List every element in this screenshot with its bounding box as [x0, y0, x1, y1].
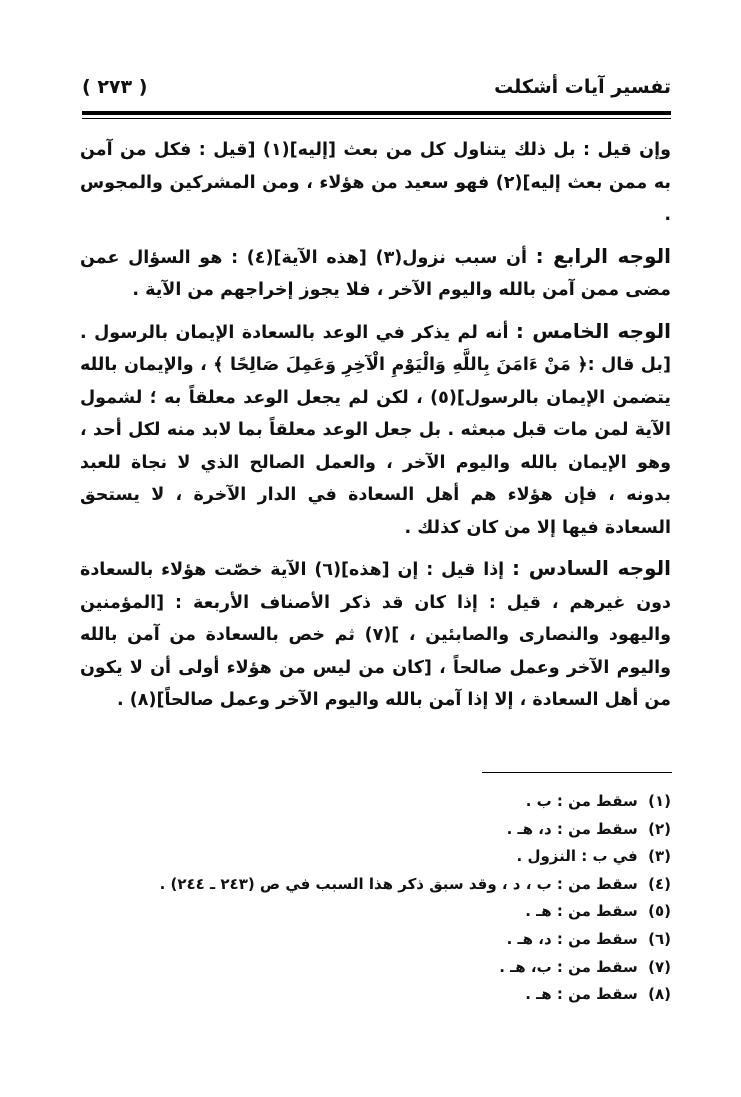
section-lead: الوجه السادس : [512, 556, 672, 580]
footnote [51, 843, 671, 871]
footnote-number: (٢) [648, 819, 671, 838]
paragraph-4 [80, 552, 671, 717]
footnote-separator [482, 772, 672, 773]
page-header [82, 70, 671, 110]
paragraph-1 [80, 134, 671, 232]
section-lead: الوجه الخامس : [515, 318, 671, 343]
footnote [51, 816, 671, 844]
paragraph-text: أنه لم يذكر في الوعد بالسعادة الإيمان بالرسول . [بل قال :﴿ مَنْ ءَامَنَ بِاللَّهِ وَالْيَوْمِ الْآخِرِ وَعَمِلَ صَالِحًا ﴾ ، والإيمان بالله يتضمن الإيمان بالرسول](٥) ، لكن لم يجعل الوعد معلقاً به ؛ لشمول الآية لمن مات قبل مبعثه . بل جعل الوعد معلقاً بما لابد منه لكل أحد ، وهو الإيمان بالله واليوم الآخر ، والعمل الصالح الذي لا نجاة للعبد بدونه ، فإن هؤلاء هم أهل السعادة في الدار الآخرة ، لا يستحق السعادة فيها إلا من كان كذلك . [80, 322, 671, 538]
paragraph-3 [80, 315, 671, 545]
footnote-number: (١) [648, 792, 671, 810]
header-rule-thick [82, 111, 671, 115]
footnote-number: (٥) [648, 902, 671, 921]
footnotes [51, 788, 671, 1009]
paragraph-text: وإن قيل : بل ذلك يتناول كل من بعث [إليه](١) [قيل : فكل من آمن به ممن بعث إليه](٢) فهو سعيد من هؤلاء ، ومن المشركين والمجوس . [80, 140, 672, 225]
paragraph-2 [80, 240, 671, 307]
footnote-text: سقط من : ب، هـ . [499, 957, 638, 976]
footnote-number: (٦) [648, 929, 671, 948]
paragraph-text: أن سبب نزول(٣) [هذه الآية](٤) : هو السؤال عمن مضى ممن آمن بالله واليوم الآخر ، فلا يجوز إخراجهم من الآية . [80, 247, 671, 300]
footnote-text: سقط من : د، هـ . [506, 819, 638, 838]
footnote-number: (٣) [648, 847, 671, 866]
footnote [51, 981, 671, 1009]
footnote-text: سقط من : هـ . [525, 985, 638, 1004]
running-title: تفسير آيات أشكلت [494, 76, 671, 98]
header-rule-thin [82, 118, 671, 119]
footnote-text: سقط من : ب ، د ، وقد سبق ذكر هذا السبب في ص (٢٤٣ ـ ٢٤٤) . [159, 874, 638, 893]
section-lead: الوجه الرابع : [535, 243, 671, 268]
footnote-number: (٨) [648, 985, 671, 1004]
paragraph-text: إذا قيل : إن [هذه](٦) الآية خصّت هؤلاء بالسعادة دون غيرهم ، قيل : إذا كان قد ذكر الأصناف الأربعة : [المؤمنين واليهود والنصارى والصابئين ، ](٧) ثم خص بالسعادة من آمن بالله واليوم الآخر وعمل صالحاً ، [كان من ليس من هؤلاء أولى أن لا يكون من أهل السعادة ، إلا إذا آمن بالله واليوم الآخر وعمل صالحاً](٨) . [80, 560, 672, 710]
footnote [51, 898, 671, 926]
main-text [80, 134, 671, 725]
page-number: ( ٢٧٣ ) [82, 76, 148, 98]
footnote-number: (٤) [648, 874, 671, 893]
footnote [51, 871, 671, 899]
footnote [51, 926, 671, 954]
footnote [51, 788, 671, 816]
footnote-text: سقط من : د، هـ . [506, 929, 638, 948]
footnote-text: في ب : النزول . [516, 847, 638, 866]
footnote-text: سقط من : ب . [525, 792, 638, 810]
footnote-number: (٧) [648, 957, 671, 976]
footnote [51, 954, 671, 982]
footnote-text: سقط من : هـ . [525, 902, 638, 921]
